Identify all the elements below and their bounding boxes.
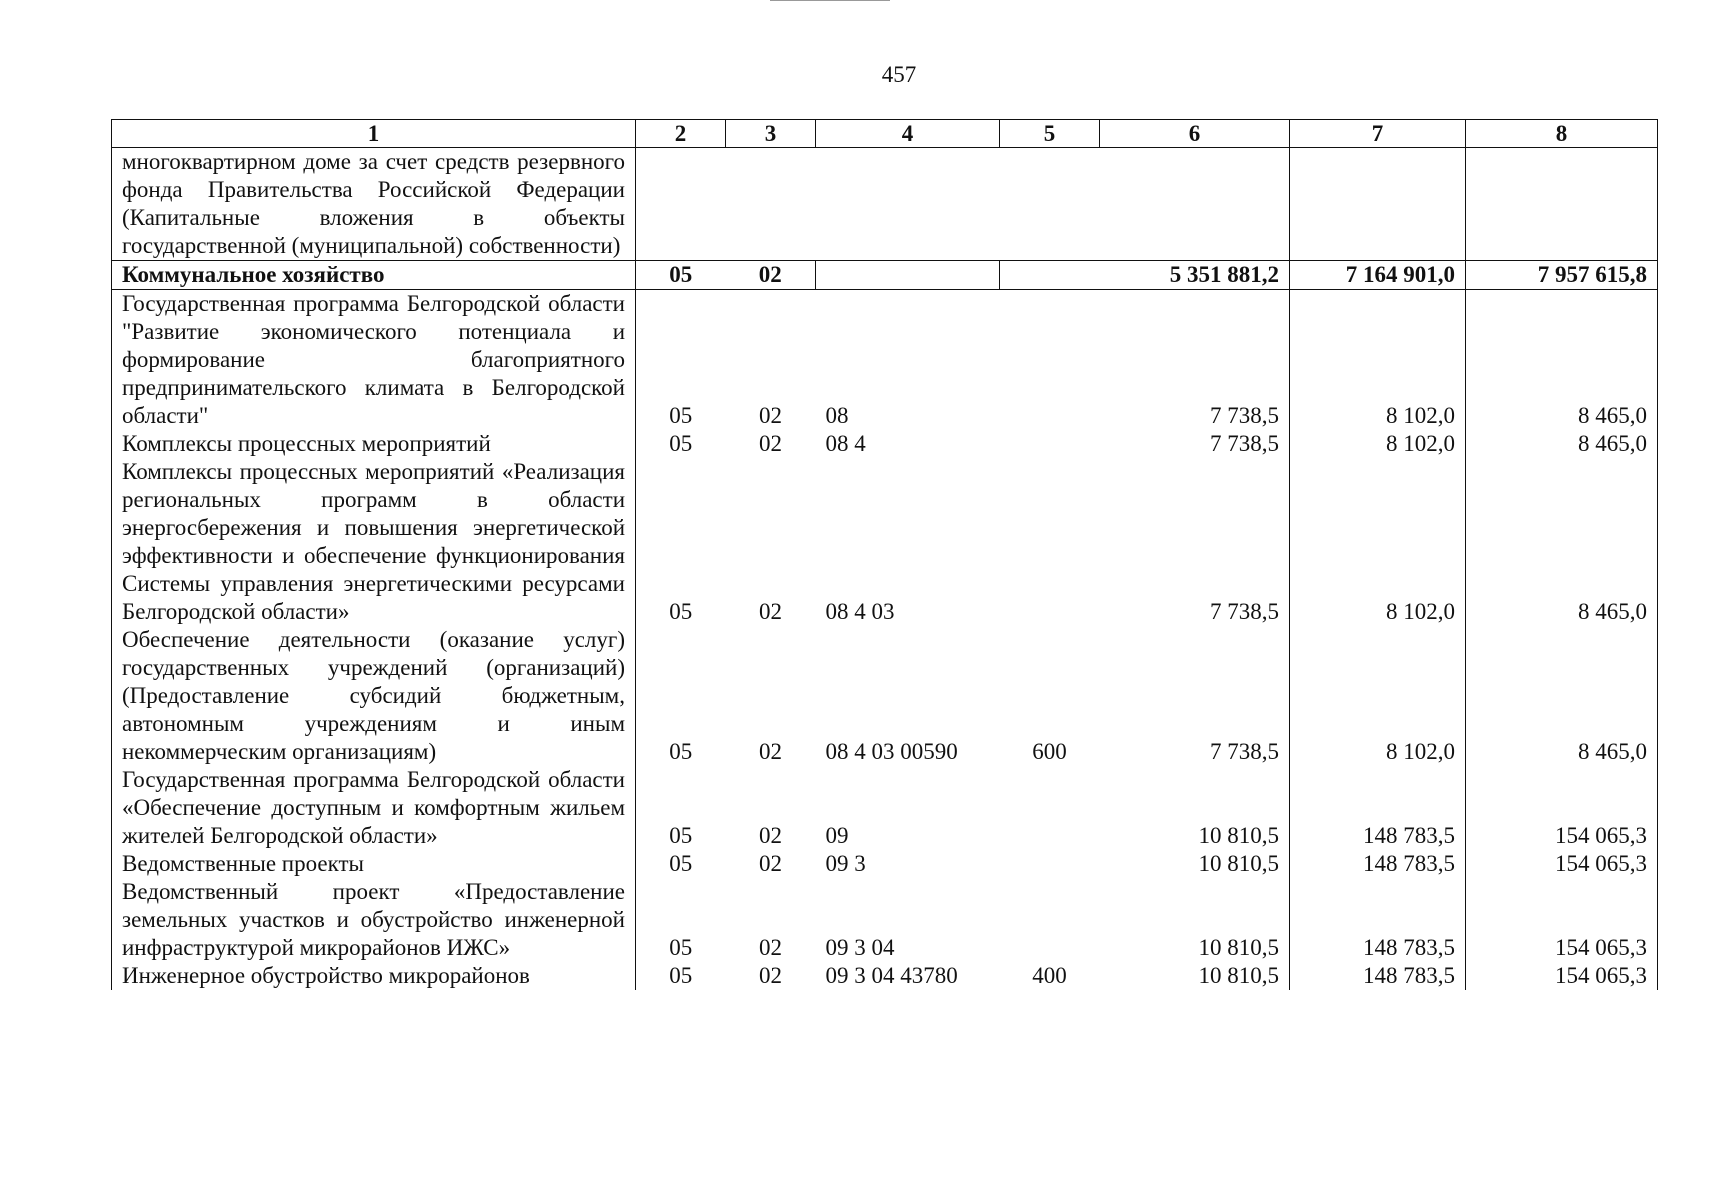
row-subsection-code: 02 [759, 823, 782, 848]
row-target-article: 08 4 [825, 431, 866, 456]
row-expense-type [1000, 261, 1100, 290]
row-description: Государственная программа Белгородской области "Развитие экономического потенциала и формирование благоприятного предпринимательского климата в Белгородской области" [112, 290, 636, 431]
row-expense-type [1000, 878, 1100, 962]
row-expense-type [1000, 458, 1100, 626]
row-value-col-8: 154 065,3 [1466, 878, 1658, 962]
row-expense-type [1000, 766, 1100, 850]
header-col-3: 3 [726, 120, 816, 148]
row-value-col-6: 7 738,5 [1100, 430, 1290, 458]
row-expense-type [1000, 148, 1100, 261]
table-body [112, 148, 1658, 991]
scan-artifact [770, 0, 890, 1]
row-expense-type: 400 [1032, 963, 1067, 988]
row-subsection-code: 02 [759, 935, 782, 960]
row-subsection-code: 02 [726, 261, 816, 290]
page-number: 457 [881, 62, 917, 87]
row-expense-type [1000, 430, 1100, 458]
row-value-col-7: 8 102,0 [1290, 458, 1466, 626]
row-target-article [816, 261, 1000, 290]
row-value-col-7 [1290, 148, 1466, 261]
row-value-col-6: 10 810,5 [1100, 850, 1290, 878]
table-row [112, 148, 1658, 261]
row-section-code: 05 [669, 739, 693, 764]
table-row [112, 290, 1658, 431]
table-row [112, 430, 1658, 458]
row-value-col-8: 154 065,3 [1466, 962, 1658, 990]
row-subsection-code: 02 [759, 599, 782, 624]
row-value-col-8: 154 065,3 [1466, 850, 1658, 878]
row-section-code: 05 [669, 431, 693, 456]
row-subsection-code: 02 [759, 851, 782, 876]
row-value-col-7: 148 783,5 [1290, 850, 1466, 878]
row-expense-type [1000, 290, 1100, 431]
row-description: Комплексы процессных мероприятий «Реализация региональных программ в области энергосбережения и повышения энергетической эффективности и обеспечение функционирования Системы управления энергетическими ресурсами Белгородской области» [112, 458, 636, 626]
row-section-code: 05 [669, 935, 693, 960]
row-description: Комплексы процессных мероприятий [112, 430, 636, 458]
row-description: Обеспечение деятельности (оказание услуг) государственных учреждений (организаций) (Предоставление субсидий бюджетным, автономным учреждениям и иным некоммерческим организациям) [112, 626, 636, 766]
row-value-col-6: 10 810,5 [1100, 766, 1290, 850]
row-value-col-7: 7 164 901,0 [1290, 261, 1466, 290]
row-value-col-7: 148 783,5 [1290, 878, 1466, 962]
header-col-2: 2 [636, 120, 726, 148]
row-subsection-code: 02 [759, 431, 782, 456]
row-value-col-7: 8 102,0 [1290, 290, 1466, 431]
row-target-article [816, 148, 1000, 261]
row-description: Коммунальное хозяйство [112, 261, 636, 290]
table-row [112, 850, 1658, 878]
row-value-col-8: 8 465,0 [1466, 290, 1658, 431]
row-value-col-6: 7 738,5 [1100, 626, 1290, 766]
row-value-col-7: 148 783,5 [1290, 962, 1466, 990]
row-value-col-8 [1466, 148, 1658, 261]
header-col-7: 7 [1290, 120, 1466, 148]
row-target-article: 08 4 03 00590 [825, 739, 958, 764]
row-section-code: 05 [669, 851, 693, 876]
row-description: Ведомственные проекты [112, 850, 636, 878]
row-section-code: 05 [669, 823, 693, 848]
row-value-col-8: 7 957 615,8 [1466, 261, 1658, 290]
header-col-1: 1 [112, 120, 636, 148]
row-value-col-8: 8 465,0 [1466, 430, 1658, 458]
header-col-4: 4 [816, 120, 1000, 148]
row-target-article: 09 3 04 43780 [825, 963, 958, 988]
row-value-col-6: 7 738,5 [1100, 290, 1290, 431]
header-col-5: 5 [1000, 120, 1100, 148]
row-section-code: 05 [669, 963, 693, 988]
row-value-col-8: 8 465,0 [1466, 626, 1658, 766]
row-value-col-6 [1100, 148, 1290, 261]
row-section-code: 05 [669, 403, 693, 428]
row-subsection-code [726, 148, 816, 261]
row-subsection-code: 02 [759, 403, 782, 428]
row-value-col-8: 154 065,3 [1466, 766, 1658, 850]
table-row [112, 962, 1658, 990]
row-value-col-7: 148 783,5 [1290, 766, 1466, 850]
row-value-col-6: 5 351 881,2 [1100, 261, 1290, 290]
row-target-article: 09 [825, 823, 849, 848]
table-row [112, 766, 1658, 850]
table-row [112, 261, 1658, 290]
row-value-col-7: 8 102,0 [1290, 626, 1466, 766]
header-col-6: 6 [1100, 120, 1290, 148]
row-description: Инженерное обустройство микрорайонов [112, 962, 636, 990]
row-section-code: 05 [669, 599, 693, 624]
row-expense-type [1000, 850, 1100, 878]
row-value-col-6: 7 738,5 [1100, 458, 1290, 626]
row-value-col-7: 8 102,0 [1290, 430, 1466, 458]
table-row [112, 458, 1658, 626]
row-expense-type: 600 [1032, 739, 1067, 764]
row-description: многоквартирном доме за счет средств резервного фонда Правительства Российской Федерации (Капитальные вложения в объекты государственной (муниципальной) собственности) [112, 148, 636, 261]
header-col-8: 8 [1466, 120, 1658, 148]
budget-table [111, 119, 1658, 990]
row-section-code [636, 148, 726, 261]
table-header [112, 120, 1658, 148]
row-subsection-code: 02 [759, 963, 782, 988]
row-subsection-code: 02 [759, 739, 782, 764]
table-row [112, 626, 1658, 766]
row-target-article: 09 3 [825, 851, 866, 876]
row-value-col-6: 10 810,5 [1100, 878, 1290, 962]
row-value-col-6: 10 810,5 [1100, 962, 1290, 990]
row-target-article: 08 [825, 403, 849, 428]
row-target-article: 09 3 04 [825, 935, 895, 960]
row-section-code: 05 [636, 261, 726, 290]
row-value-col-8: 8 465,0 [1466, 458, 1658, 626]
row-description: Государственная программа Белгородской области «Обеспечение доступным и комфортным жильем жителей Белгородской области» [112, 766, 636, 850]
table-row [112, 878, 1658, 962]
row-description: Ведомственный проект «Предоставление земельных участков и обустройство инженерной инфраструктурой микрорайонов ИЖС» [112, 878, 636, 962]
row-target-article: 08 4 03 [825, 599, 895, 624]
